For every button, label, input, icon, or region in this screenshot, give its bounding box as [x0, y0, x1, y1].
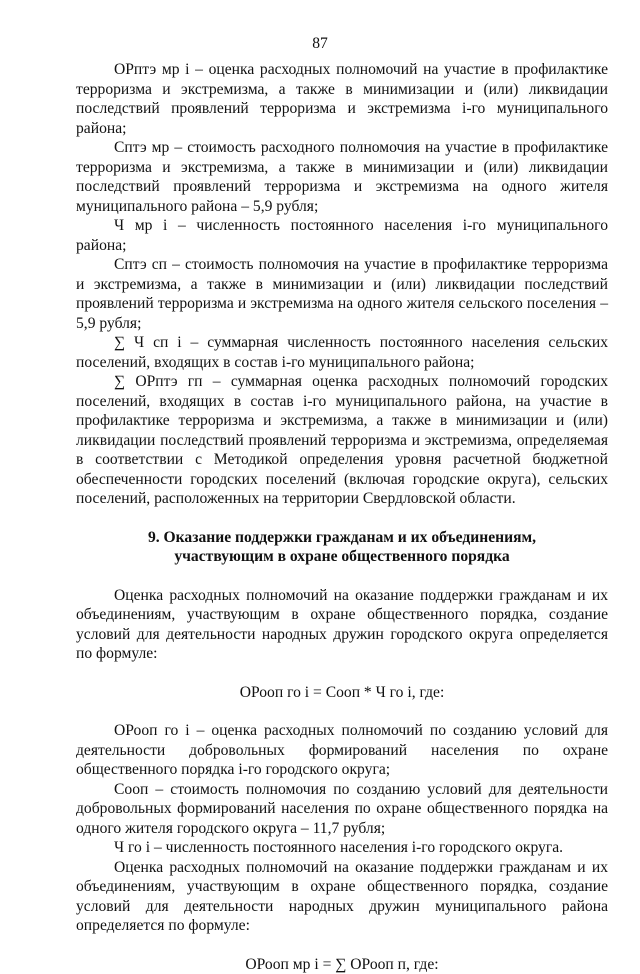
definition-paragraph: ∑ ОРптэ гп – суммарная оценка расходных полномочий городских поселений, входящих в состав i-го муниципального района, на участие в профилактике терроризма и экстремизма, а также в минимизации и (или) ликвидации последствий проявлений терроризма и экстремизма, определяемая в соответствии с Методикой определения уровня расчетной бюджетной обеспеченности городских поселений (включая городские округа), сельских поселений, расположенных на территории Свердловской области. — [76, 372, 608, 509]
definition-paragraph: ОРптэ мр i – оценка расходных полномочий на участие в профилактике терроризма и экстремизма, а также в минимизации и (или) ликвидации последствий проявлений терроризма и экстремизма i-го муниципального района; — [76, 60, 608, 138]
definition-paragraph: Сптэ мр – стоимость расходного полномочия на участие в профилактике терроризма и экстремизма, а также в минимизации и (или) ликвидации последствий проявлений терроризма и экстремизма на одного жителя муниципального района – 5,9 рубля; — [76, 138, 608, 216]
spacer — [76, 702, 608, 721]
intro-paragraph: Оценка расходных полномочий на оказание поддержки гражданам и их объединениям, участвующим в охране общественного порядка, создание условий для деятельности народных дружин муниципального района определяется по формуле: — [76, 858, 608, 936]
definition-paragraph: Ч го i – численность постоянного населения i-го городского округа. — [76, 838, 608, 858]
page-number: 87 — [0, 34, 640, 54]
spacer — [76, 936, 608, 955]
spacer — [76, 664, 608, 683]
spacer — [76, 567, 608, 586]
definition-paragraph: Сптэ сп – стоимость полномочия на участие в профилактике терроризма и экстремизма, а также в минимизации и (или) ликвидации последствий проявлений терроризма и экстремизма на одного жителя сельского поселения – 5,9 рубля; — [76, 255, 608, 333]
definition-paragraph: Ч мр i – численность постоянного населения i-го муниципального района; — [76, 216, 608, 255]
spacer — [76, 509, 608, 528]
formula-line: ОРооп мр i = ∑ ОРооп п, где: — [76, 955, 608, 974]
intro-paragraph: Оценка расходных полномочий на оказание поддержки гражданам и их объединениям, участвующим в охране общественного порядка, создание условий для деятельности народных дружин городского округа определяется по формуле: — [76, 586, 608, 664]
section-heading-line: 9. Оказание поддержки гражданам и их объединениям, — [76, 528, 608, 548]
document-body — [76, 60, 608, 974]
formula-line: ОРооп го i = Сооп * Ч го i, где: — [76, 683, 608, 703]
section-heading-line: участвующим в охране общественного порядка — [76, 547, 608, 567]
definition-paragraph: Сооп – стоимость полномочия по созданию условий для деятельности добровольных формирований населения по охране общественного порядка на одного жителя городского округа – 11,7 рубля; — [76, 780, 608, 839]
definition-paragraph: ∑ Ч сп i – суммарная численность постоянного населения сельских поселений, входящих в состав i-го муниципального района; — [76, 333, 608, 372]
definition-paragraph: ОРооп го i – оценка расходных полномочий по созданию условий для деятельности добровольных формирований населения по охране общественного порядка i-го городского округа; — [76, 721, 608, 780]
